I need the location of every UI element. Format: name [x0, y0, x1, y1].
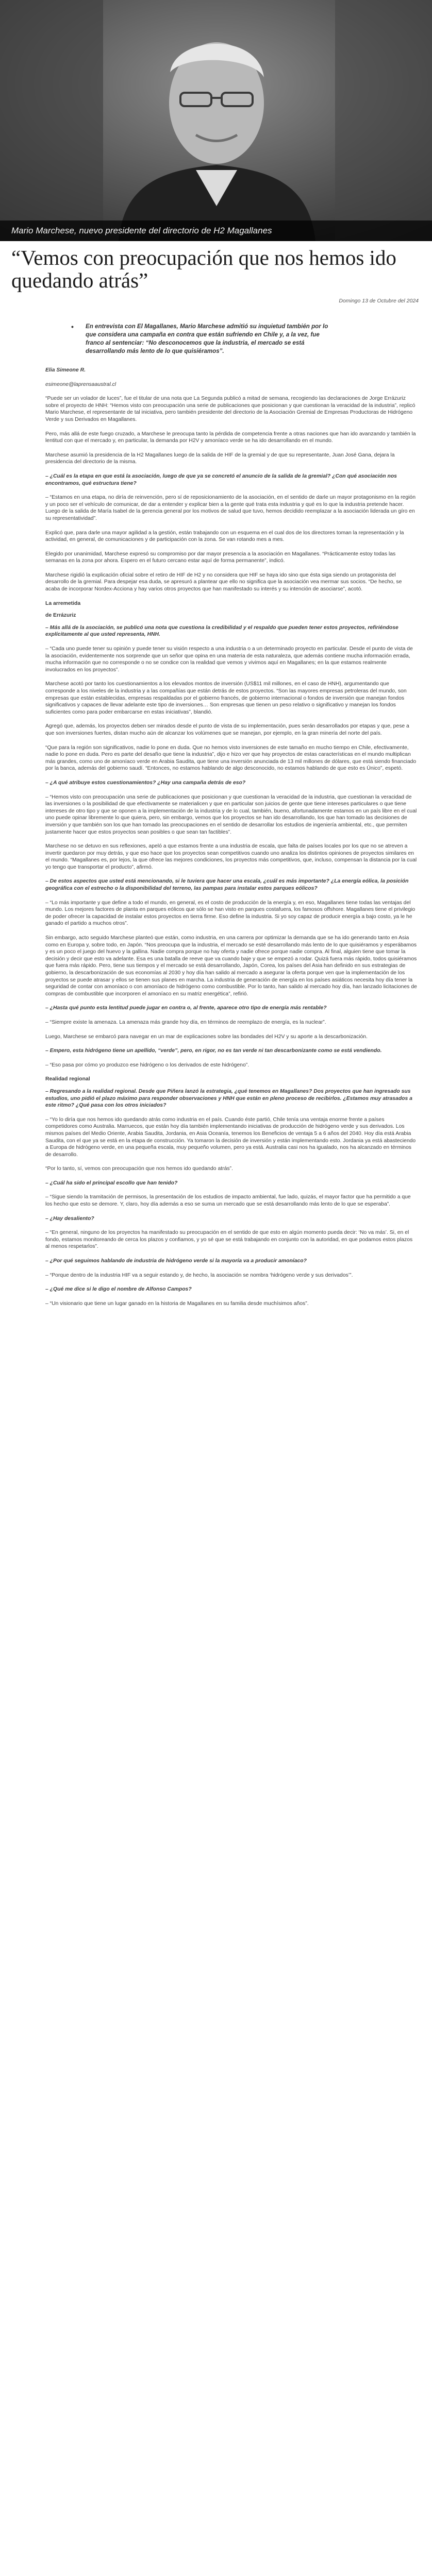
- article-body: [45, 309, 418, 1314]
- body-paragraph: Agregó que, además, los proyectos deben ser mirados desde el punto de vista de su implementación, pues serán desarrollados por etapas y que, pese a que son inversiones fuertes, distan mucho aún de alcanzar los volúmenes que se manejan, por ejemplo, en la gran minería del norte del país.: [45, 723, 409, 736]
- interview-question: – Más allá de la asociación, se publicó una nota que cuestiona la credibilidad y el respaldo que pueden tener estos proyectos, refiriéndose explícitamente al que usted representa, HNH.: [45, 624, 398, 638]
- article-paragraphs: [45, 395, 418, 1307]
- body-paragraph: Pero, más allá de este fuego cruzado, a Marchese le preocupa tanto la pérdida de competencia frente a otras naciones que han ido avanzando y también la lentitud con que el mercado y, en particular, la demanda por H2V y amoníaco verde se ha ido desarrollando en el mundo.: [45, 431, 416, 444]
- section-heading: La arremetida: [45, 600, 81, 606]
- body-paragraph: Elegido por unanimidad, Marchese expresó su compromiso por dar mayor presencia a la asociación en Magallanes. “Prácticamente estoy todas las semanas en la zona por ahora. Espero en el futuro cercano estar aquí de forma permanente”, indicó.: [45, 551, 396, 564]
- interview-question: – ¿Cuál ha sido el principal escollo que han tenido?: [45, 1180, 178, 1186]
- body-paragraph: Marchese rigidió la explicación oficial sobre el retiro de HIF de H2 y no considera que HIF se haya ido sino que ésta siga siendo un protagonista del desarrollo de la gremial. Para despejar esa duda, se apresuró a plantear que ello no significa que la asociación vea mermar sus socios. “De hecho, se acaba de incorporar Nordex-Acciona y hay varios otros proyectos que han manifestado su interés y su intención de asociarse”, acotó.: [45, 572, 402, 592]
- interview-question: – Empero, esta hidrógeno tiene un apellido, “verde”, pero, en rigor, no es tan verde ni tan descarbonizante como se está vendiendo.: [45, 1048, 382, 1054]
- interview-question: – De estos aspectos que usted está mencionando, si le tuviera que hacer una escala, ¿cuál es más importante? ¿La energía eólica, la posición geográfica con el estrecho o la disponibilidad del terreno, las pampas para instalar estos parques eólicos?: [45, 878, 409, 892]
- lead-text: En entrevista con El Magallanes, Mario Marchese admitió su inquietud también por lo que considera una campaña en contra que están sufriendo en Chile y, a la vez, fue franco al sentenciar: “No desconocemos que la industria, el mercado se está desarrollando más lento de lo que quisiéramos”.: [86, 323, 328, 354]
- body-paragraph: – “Hemos visto con preocupación una serie de publicaciones que posicionan y que cuestionan la veracidad de la industria, que cuestionan la veracidad de las inversiones o la posibilidad de que efectivamente se materialicen y que en particular son juicios de gente que tiene intereses particulares o que tiene intereses de otro tipo y que se oponen a la implementación de la industria y de lo cual, también, bueno, afortunadamente estamos en un país libre en el cual uno puede opinar libremente lo que quiera, pero, sin embargo, vemos que los proyectos se han ido desarrollando, los que han tomado las decisiones de inversión y que también son los que han tomado las preocupaciones en el sentido de desarrollar los estudios de ingeniería ambiental, etc., que permiten justamente hacer que estos proyectos sean posibles o que sean tan factibles”.: [45, 794, 417, 835]
- interview-question: – ¿Hay desaliento?: [45, 1215, 94, 1222]
- lead-paragraph: [71, 323, 333, 355]
- body-paragraph: – “Cada uno puede tener su opinión y puede tener su visión respecto a una industria o a un determinado proyecto en particular. Desde el punto de vista de la asociación, evidentemente nos sorprende que un señor que opina en una materia de esta naturaleza, que además contiene mucha información errada, mucha información que no corresponde o no se condice con la realidad que vemos y vivimos aquí en Magallanes; en la que estamos realmente involucrados en los proyectos”.: [45, 646, 413, 673]
- body-paragraph: Sin embargo, acto seguido Marchese planteó que están, como industria, en una carrera por optimizar la demanda que se ha ido generando tanto en Asia como en Europa y, sobre todo, en Japón. “Nos preocupa que la industria, el mercado se esté desarrollando más lento de lo que quisiéramos y esperábamos y es un poco el juego del huevo y la gallina. Nadie compra porque no hay oferta y nadie ofrece porque nadie compra. Al final, alguien tiene que tomar la decisión y decir que esto va adelante. Esa es una batalla de reeve que va cuando baje y que se empezó a rodar. Quizá fuera más rápido, todos quisiéramos que fuera más rápido. Pero, tiene sus tiempos y el mercado se está desarrollando, Japón, Corea, los países del Asia han definido en sus estrategias de gobierno, la descarbonización de sus economías al 2030 y hoy día han salido al mercado a asegurar la oferta porque ven que la implementación de los proyectos se puede atrasar y ellos se tienen sus planes en marcha. La industria de generación de energía en los países asiáticos necesita hoy día tener la seguridad de contar con amoníaco o con amoníaco de hidrógeno como combustible. Por lo tanto, han salido al mercado hoy día, han lanzado licitaciones de compras de combustible que incorporen el amoníaco en su matriz energética”, refirió.: [45, 935, 417, 997]
- body-paragraph: “Puede ser un volador de luces”, fue el titular de una nota que La Segunda publicó a mitad de semana, recogiendo las declaraciones de Jorge Errázuriz sobre el proyecto de HNH: “Hemos visto con preocupación una serie de publicaciones que posicionan y que cuestionan la veracidad de la industria”, replicó Mario Marchese, el representante de tal iniciativa, pero también presidente del directorio de la Asociación Gremial de Empresas Productoras de Hidrógeno Verde y sus Derivados en Magallanes.: [45, 396, 416, 422]
- interview-question: – ¿A qué atribuye estos cuestionamientos? ¿Hay una campaña detrás de eso?: [45, 779, 246, 786]
- interview-question: – ¿Qué me dice si le digo el nombre de Alfonso Campos?: [45, 1286, 192, 1293]
- portrait-illustration: [0, 0, 432, 241]
- body-paragraph: – “Porque dentro de la industria HIF va a seguir estando y, de hecho, la asociación se nombra ‘hidrógeno verde y sus derivados’”.: [45, 1272, 353, 1278]
- body-paragraph: Explicó que, para darle una mayor agilidad a la gestión, están trabajando con un esquema en el cual dos de los directores toman la representación y la actividad, en general, de comunicaciones y de participación con la zona. Se van rotando mes a mes.: [45, 530, 404, 543]
- publish-date: Domingo 13 de Octubre del 2024: [339, 298, 419, 304]
- author-email[interactable]: esimeone@laprensaaustral.cl: [45, 381, 117, 387]
- section-heading: de Errázuriz: [45, 613, 76, 619]
- interview-question: – ¿Hasta qué punto esta lentitud puede jugar en contra o, al frente, aparece otro tipo de energía más rentable?: [45, 1005, 327, 1011]
- body-paragraph: Marchese no se detuvo en sus reflexiones, apeló a que estamos frente a una industria de escala, que falta de países locales por los que no se atreven a invertir quedaron por muy detrás, y que eso hace que los proyectos sean competitivos cuando uno analiza los distintos opiniones de proyectos similares en el mundo. “Magallanes es, por lejos, la que ofrece las mejores condiciones, los proyectos más competitivos, que, incluso, compensan la distancia por la cual yo tengo que transportar el producto”, afirmó.: [45, 843, 417, 870]
- body-paragraph: – “En general, ninguno de los proyectos ha manifestado su preocupación en el sentido de que esto en algún momento pueda decir: ‘No va más’. Si, en el fondo, estamos monitoreando de cerca los plazos y confiamos, y yo sé que se está trabajando en conjunto con la autoridad, en que podamos estos plazos al menos respetarlos”.: [45, 1230, 413, 1250]
- author-name: Elia Simeone R.: [45, 367, 86, 373]
- body-paragraph: – “Lo más importante y que define a todo el mundo, en general, es el costo de producción de la energía y, en eso, Magallanes tiene todas las ventajas del mundo. Los mejores factores de planta en parques eólicos que sólo se han visto en parques costafuera, los famosos offshore. Magallanes tiene el privilegio de poder ofrecer la capacidad de instalar estos proyectos en tierra firme. Eso define la industria. Si yo soy capaz de producir energía a bajo costo, ya le he ganado el partido a muchos otros”.: [45, 900, 416, 927]
- body-paragraph: – “Siempre existe la amenaza. La amenaza más grande hoy día, en términos de reemplazo de energía, es la nuclear”.: [45, 1019, 326, 1025]
- body-paragraph: – “Eso pasa por cómo yo produzco ese hidrógeno o los derivados de este hidrógeno”.: [45, 1062, 250, 1068]
- body-paragraph: – “Estamos en una etapa, no diría de reinvención, pero sí de reposicionamiento de la asociación, en el sentido de darle un mayor protagonismo en la región y un poco ser el vehículo de comunicar, de dar a entender y explicar bien a la gente qué trata esta industria y qué es lo que la industria pretende hacer. Luego de la salida de María Isabel de la gerencia general por los motivos de salud que tuvo, hemos decidido reemplazar a la asociación liderada un gíro en su representatividad”.: [45, 495, 416, 521]
- section-heading: Realidad regional: [45, 1076, 90, 1082]
- body-paragraph: Marchese asumió la presidencia de la H2 Magallanes luego de la salida de HIF de la gremial y de que su representante, Juan José Gana, dejara la presidencia del directorio de la misma.: [45, 452, 395, 465]
- interview-question: – ¿Cuál es la etapa en que está la asociación, luego de que ya se concretó el anuncio de la salida de la gremial? ¿Con qué asociación nos encontramos, qué estructura tiene?: [45, 473, 397, 486]
- body-paragraph: Marchese acotó por tanto los cuestionamientos a los elevados montos de inversión (US$11 mil millones, en el caso de HNH), argumentando que corresponde a los niveles de la industria y a las compañías que están detrás de estos proyectos. “Son las mayores empresas petroleras del mundo, son empresas que están establecidas, empresas respaldadas por el gobierno francés, de gobierno internacional o fondos de inversión que manejan fondos significativos y capaces de llevar adelante este tipo de inversiones… Son empresas que tienen un peso relativo o significativo y manejan los fondos suficientes como para poder embarcarse en estas iniciativas”, blandió.: [45, 681, 407, 715]
- body-paragraph: “Por lo tanto, sí, vemos con preocupación que nos hemos ido quedando atrás”.: [45, 1166, 233, 1172]
- body-paragraph: Luego, Marchese se embarcó para navegar en un mar de explicaciones sobre las bondades del H2V y su aporte a la descarbonización.: [45, 1033, 368, 1040]
- body-paragraph: – “Un visionario que tiene un lugar ganado en la historia de Magallanes en su familia desde muchísimos años”.: [45, 1300, 309, 1307]
- bullet-icon: •: [71, 323, 74, 331]
- interview-question: – Regresando a la realidad regional. Desde que Piñera lanzó la estrategia, ¿qué tenemos en Magallanes? Dos proyectos que han ingresado sus estudios, uno pidió el plazo máximo para responder observaciones y HNH que están en pleno proceso de recibirlos. ¿Estamos muy atrasados a este ritmo? ¿Qué pasa con los otros iniciados?: [45, 1088, 412, 1109]
- photo-caption: Mario Marchese, nuevo presidente del directorio de H2 Magallanes: [0, 221, 432, 241]
- header-photo: [0, 0, 432, 241]
- body-paragraph: – “Yo lo diría que nos hemos ido quedando atrás como industria en el país. Cuando éste partió, Chile tenía una ventaja enorme frente a países competidores como Australia. Marruecos, que están hoy día también implementando iniciativas de producción de hidrógeno verde y sus derivados. Los mismos países del Medio Oriente, Arabia Saudita, Jordania, en Asia Oceanía, tenemos los Beneficios de ventaja 5 a 6 años del 2040. Hoy día está Arabia Saudita, con el que ya se está en la etapa de construcción. Ya tomaron la decisión de inversión y están implementando esto. Jordania ya está abasteciendo a Europa de hidrógeno verde, en una pequeña escala, muy pequeño volumen, pero ya está. Australia casi nos ha igualado, nos ha alcanzado en términos de desarrollo.: [45, 1116, 416, 1158]
- interview-question: – ¿Por qué seguimos hablando de industria de hidrógeno verde si la mayoría va a producir amoníaco?: [45, 1258, 307, 1264]
- headline: “Vemos con preocupación que nos hemos ido quedando atrás”: [11, 246, 396, 292]
- body-paragraph: – “Sigue siendo la tramitación de permisos, la presentación de los estudios de impacto ambiental, fue lado, quizás, el mayor factor que ha permitido a que los hecho que esto se demore. Y, claro, hoy día además a eso se suma un mercado que se está desarrollando más lento de lo que se esperaba”.: [45, 1194, 411, 1208]
- body-paragraph: “Que para la región son significativos, nadie lo pone en duda. Que no hemos visto inversiones de este tamaño en mucho tiempo en Chile, efectivamente, nadie lo pone en duda. Pero es parte del desafío que tiene la industria”, dijo e hizo ver que hay proyectos de estas características en el mundo multiplican más grandes, como uno de amoníaco verde en Arabia Saudita, que tiene una inversión anunciada de 13 mil millones de dólares, que está siendo financiado por la banca, además del gobierno saudí. “Entonces, no estamos hablando de algo desconocido, no estamos hablando de que esto es Único”, espetó.: [45, 744, 417, 772]
